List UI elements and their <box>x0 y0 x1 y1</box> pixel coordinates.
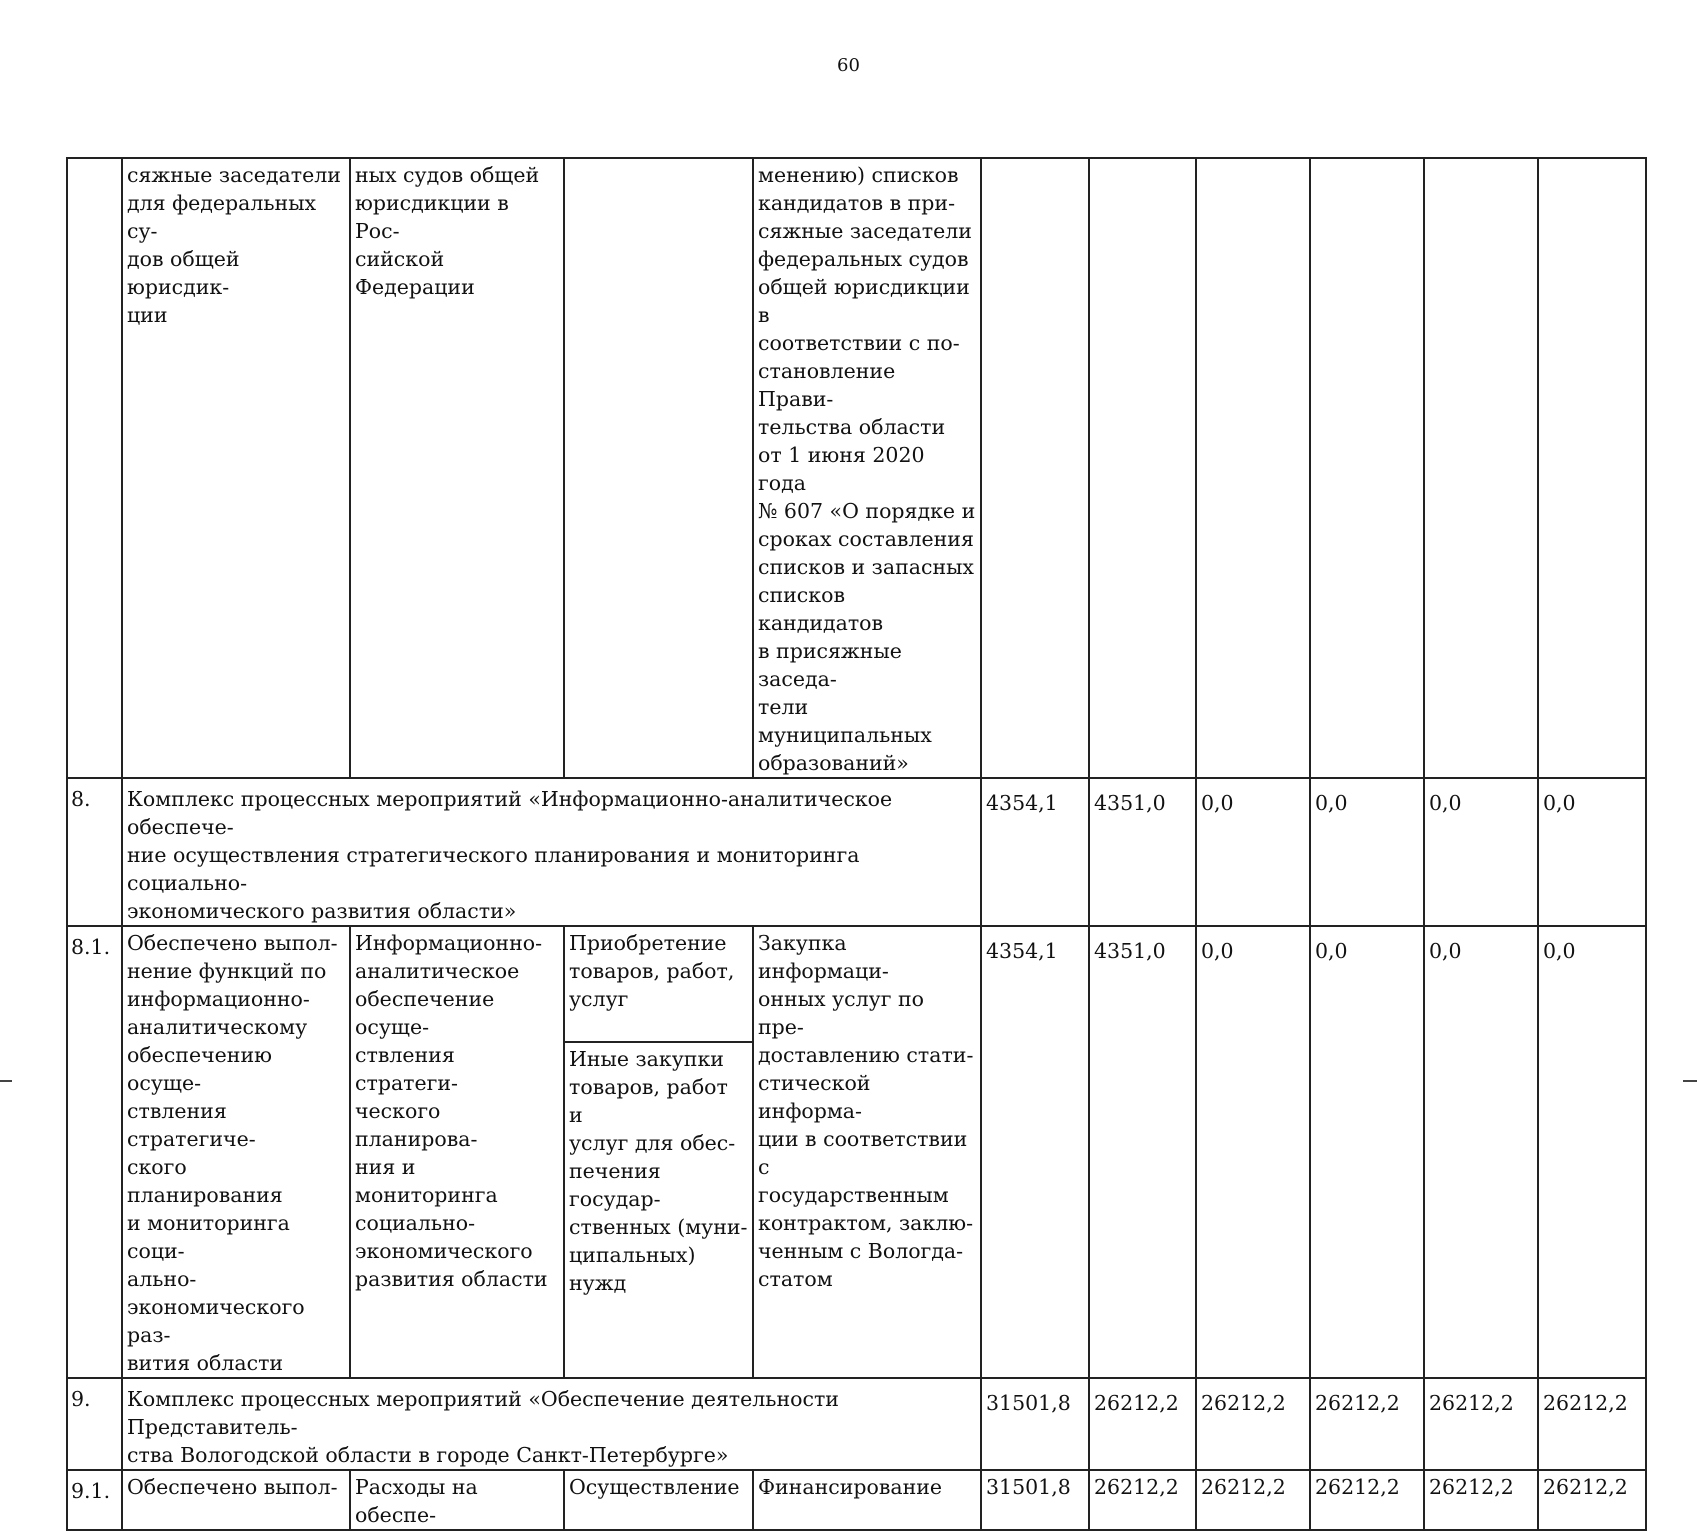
table-row <box>67 1470 1646 1530</box>
value-cell: 26212,2 <box>1089 1470 1196 1530</box>
value-cell: 26212,2 <box>1196 1378 1310 1470</box>
value-cell: 0,0 <box>1196 926 1310 1378</box>
page-number: 60 <box>837 55 860 76</box>
table-row <box>67 1378 1646 1470</box>
value-cell: 0,0 <box>1196 778 1310 926</box>
value-cell <box>1196 158 1310 778</box>
table-row <box>67 778 1646 926</box>
value-cell: 26212,2 <box>1310 1378 1424 1470</box>
value-cell: 0,0 <box>1538 778 1646 926</box>
description-cell: менению) списков кандидатов в при- сяжные заседатели федеральных судов общей юрисдикции в соответствии с по- становление Прави- тельства области от 1 июня 2020 года № 607 «О порядке и сроках составления списков и запасных списков кандидатов в присяжные заседа- тели муниципальных образований» <box>753 158 981 778</box>
value-cell: 26212,2 <box>1424 1378 1538 1470</box>
expense-type-cell: Иные закупки товаров, работ и услуг для обес- печения государ- ственных (муни- ципальных) нужд <box>564 1042 753 1378</box>
budget-table <box>66 157 1647 1531</box>
budget-table-container <box>66 157 1645 1531</box>
value-cell: 31501,8 <box>981 1470 1089 1530</box>
value-cell: 4354,1 <box>981 926 1089 1378</box>
value-cell <box>1424 158 1538 778</box>
row-number-cell: 8. <box>67 778 122 926</box>
expense-type-cell: Приобретение товаров, работ, услуг <box>564 926 753 1042</box>
value-cell: 0,0 <box>1424 778 1538 926</box>
measure-name-cell: Расходы на обеспе- <box>350 1470 564 1530</box>
value-cell: 26212,2 <box>1196 1470 1310 1530</box>
value-cell: 4354,1 <box>981 778 1089 926</box>
result-cell: сяжные заседатели для федеральных су- дов общей юрисдик- ции <box>122 158 350 778</box>
scan-mark-left <box>0 1080 12 1082</box>
value-cell: 26212,2 <box>1538 1470 1646 1530</box>
value-cell: 0,0 <box>1424 926 1538 1378</box>
value-cell: 0,0 <box>1538 926 1646 1378</box>
row-number-cell: 8.1. <box>67 926 122 1378</box>
complex-title-cell: Комплекс процессных мероприятий «Информационно-аналитическое обеспече- ние осуществления стратегического планирования и мониторинга социально- экономического развития области» <box>122 778 981 926</box>
row-number-cell: 9. <box>67 1378 122 1470</box>
description-cell: Финансирование <box>753 1470 981 1530</box>
value-cell: 26212,2 <box>1538 1378 1646 1470</box>
value-cell <box>1538 158 1646 778</box>
value-cell <box>1310 158 1424 778</box>
value-cell: 4351,0 <box>1089 926 1196 1378</box>
table-row <box>67 926 1646 1042</box>
measure-name-cell: ных судов общей юрисдикции в Рос- сийской Федерации <box>350 158 564 778</box>
expense-type-cell <box>564 158 753 778</box>
value-cell: 4351,0 <box>1089 778 1196 926</box>
value-cell <box>981 158 1089 778</box>
expense-type-cell: Осуществление <box>564 1470 753 1530</box>
result-cell: Обеспечено выпол- <box>122 1470 350 1530</box>
description-cell: Закупка информаци- онных услуг по пре- доставлению стати- стической информа- ции в соответствии с государственным контрактом, заклю- ченным с Вологда- статом <box>753 926 981 1378</box>
result-cell: Обеспечено выпол- нение функций по информационно- аналитическому обеспечению осуще- ствления стратегиче- ского планирования и мониторинга соци- ально- экономического раз- вития области <box>122 926 350 1378</box>
measure-name-cell: Информационно- аналитическое обеспечение осуще- ствления стратеги- ческого планирова- ния и мониторинга социально- экономического развития области <box>350 926 564 1378</box>
value-cell <box>1089 158 1196 778</box>
complex-title-cell: Комплекс процессных мероприятий «Обеспечение деятельности Представитель- ства Вологодской области в городе Санкт-Петербурге» <box>122 1378 981 1470</box>
row-number-cell <box>67 158 122 778</box>
value-cell: 26212,2 <box>1089 1378 1196 1470</box>
scan-mark-right <box>1683 1080 1697 1082</box>
value-cell: 26212,2 <box>1424 1470 1538 1530</box>
value-cell: 0,0 <box>1310 778 1424 926</box>
table-row <box>67 158 1646 778</box>
value-cell: 31501,8 <box>981 1378 1089 1470</box>
row-number-cell: 9.1. <box>67 1470 122 1530</box>
value-cell: 0,0 <box>1310 926 1424 1378</box>
value-cell: 26212,2 <box>1310 1470 1424 1530</box>
